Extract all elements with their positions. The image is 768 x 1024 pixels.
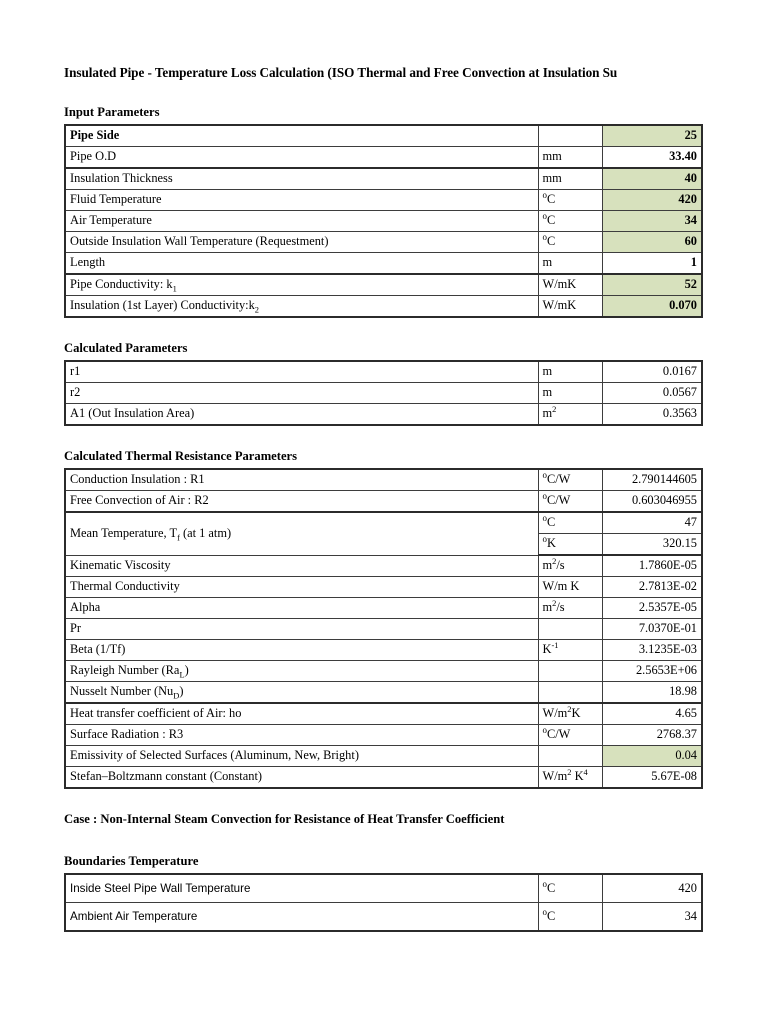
table-row bbox=[65, 168, 702, 190]
section-heading-calculated-parameters: Calculated Parameters bbox=[64, 341, 188, 355]
row-unit: $^o$C bbox=[538, 211, 602, 232]
row-unit: m bbox=[538, 361, 602, 383]
row-unit: $W/m^2K$ bbox=[538, 703, 602, 725]
table-row bbox=[65, 767, 702, 789]
section-heading-boundaries-temperature: Boundaries Temperature bbox=[64, 854, 199, 868]
row-value: 3.1235E-03 bbox=[602, 640, 702, 661]
row-unit bbox=[538, 746, 602, 767]
thermal-resistance-table bbox=[64, 468, 703, 789]
row-label: Pipe Conductivity: $k_1$ bbox=[65, 274, 538, 296]
table-row bbox=[65, 190, 702, 211]
table-row bbox=[65, 383, 702, 404]
table-row bbox=[65, 682, 702, 704]
row-value: 5.67E-08 bbox=[602, 767, 702, 789]
row-value[interactable]: 0.04 bbox=[602, 746, 702, 767]
table-row bbox=[65, 404, 702, 426]
row-label: r2 bbox=[65, 383, 538, 404]
section-heading-thermal-resistance: Calculated Thermal Resistance Parameters bbox=[64, 449, 298, 463]
row-label-mean-temperature: Mean Temperature, $T_f$ (at 1 atm) bbox=[65, 512, 538, 555]
row-value: 34 bbox=[602, 903, 702, 932]
table-row bbox=[65, 274, 702, 296]
row-label: Insulation (1st Layer) $Conductivity:k_2$ bbox=[65, 296, 538, 318]
row-value: 2.790144605 bbox=[602, 469, 702, 491]
row-unit: $^o$C bbox=[538, 874, 602, 903]
row-label: Heat transfer coefficient of Air: ho bbox=[65, 703, 538, 725]
row-label: Conduction Insulation : R1 bbox=[65, 469, 538, 491]
row-value[interactable]: 0.070 bbox=[602, 296, 702, 318]
row-label: Fluid Temperature bbox=[65, 190, 538, 211]
table-row bbox=[65, 491, 702, 513]
row-unit: $^o$C/W bbox=[538, 469, 602, 491]
row-unit: m bbox=[538, 253, 602, 275]
table-row bbox=[65, 211, 702, 232]
table-row bbox=[65, 147, 702, 169]
row-label: Free Convection of Air : R2 bbox=[65, 491, 538, 513]
row-unit: $^o$C/W bbox=[538, 491, 602, 513]
table-row bbox=[65, 703, 702, 725]
row-label: Nusselt Number $(Nu_D)$ bbox=[65, 682, 538, 704]
row-label: Beta (1/Tf) bbox=[65, 640, 538, 661]
row-value: 18.98 bbox=[602, 682, 702, 704]
row-value[interactable]: 1 bbox=[602, 253, 702, 275]
row-value: 47 bbox=[602, 512, 702, 534]
row-label: Pipe Side bbox=[65, 125, 538, 147]
row-label: A1 (Out Insulation Area) bbox=[65, 404, 538, 426]
row-label: Stefan–Boltzmann constant (Constant) bbox=[65, 767, 538, 789]
row-value: 2.5653E+06 bbox=[602, 661, 702, 682]
row-unit: $^o$C bbox=[538, 903, 602, 932]
row-value[interactable]: 34 bbox=[602, 211, 702, 232]
row-value[interactable]: 52 bbox=[602, 274, 702, 296]
row-label: Alpha bbox=[65, 598, 538, 619]
row-unit: m bbox=[538, 383, 602, 404]
input-parameters-table bbox=[64, 124, 703, 318]
row-value: 0.0567 bbox=[602, 383, 702, 404]
row-unit: W/mK bbox=[538, 296, 602, 318]
row-label: Surface Radiation : R3 bbox=[65, 725, 538, 746]
row-label: r1 bbox=[65, 361, 538, 383]
row-unit: mm bbox=[538, 147, 602, 169]
row-unit: $m^2$ bbox=[538, 404, 602, 426]
row-value: 420 bbox=[602, 874, 702, 903]
row-unit bbox=[538, 661, 602, 682]
table-row bbox=[65, 469, 702, 491]
row-value[interactable]: 33.40 bbox=[602, 147, 702, 169]
row-label: Length bbox=[65, 253, 538, 275]
table-row bbox=[65, 874, 702, 903]
boundaries-temperature-table bbox=[64, 873, 703, 932]
row-label: Ambient Air Temperature bbox=[65, 903, 538, 932]
row-value: 320.15 bbox=[602, 534, 702, 556]
row-value: 0.0167 bbox=[602, 361, 702, 383]
table-row bbox=[65, 577, 702, 598]
table-row bbox=[65, 361, 702, 383]
table-row bbox=[65, 296, 702, 318]
row-unit bbox=[538, 619, 602, 640]
row-label: Pipe O.D bbox=[65, 147, 538, 169]
row-value: 0.3563 bbox=[602, 404, 702, 426]
table-row bbox=[65, 232, 702, 253]
row-unit: $^o$K bbox=[538, 534, 602, 556]
row-unit bbox=[538, 682, 602, 704]
table-row bbox=[65, 640, 702, 661]
row-label: Thermal Conductivity bbox=[65, 577, 538, 598]
row-label: Insulation Thickness bbox=[65, 168, 538, 190]
section-heading-input-parameters: Input Parameters bbox=[64, 105, 160, 119]
row-value: 1.7860E-05 bbox=[602, 555, 702, 577]
page-title: Insulated Pipe - Temperature Loss Calculation (ISO Thermal and Free Convection at Insulation Su bbox=[64, 65, 618, 80]
row-value: 2.5357E-05 bbox=[602, 598, 702, 619]
table-row bbox=[65, 598, 702, 619]
table-row bbox=[65, 125, 702, 147]
row-value[interactable]: 60 bbox=[602, 232, 702, 253]
row-value: 4.65 bbox=[602, 703, 702, 725]
table-row bbox=[65, 253, 702, 275]
row-value: 7.0370E-01 bbox=[602, 619, 702, 640]
row-label: Pr bbox=[65, 619, 538, 640]
row-unit: $K^{-1}$ bbox=[538, 640, 602, 661]
row-unit: $^o$C bbox=[538, 512, 602, 534]
row-label: Inside Steel Pipe Wall Temperature bbox=[65, 874, 538, 903]
table-row bbox=[65, 661, 702, 682]
row-value[interactable]: 420 bbox=[602, 190, 702, 211]
row-unit: $^o$C bbox=[538, 190, 602, 211]
row-unit: $^o$C/W bbox=[538, 725, 602, 746]
row-label: Kinematic Viscosity bbox=[65, 555, 538, 577]
table-row bbox=[65, 512, 702, 534]
row-value: 2768.37 bbox=[602, 725, 702, 746]
row-unit: $m^2/s$ bbox=[538, 555, 602, 577]
row-label: Emissivity of Selected Surfaces (Aluminum, New, Bright) bbox=[65, 746, 538, 767]
row-label: Outside Insulation Wall Temperature (Requestment) bbox=[65, 232, 538, 253]
table-row bbox=[65, 746, 702, 767]
row-unit: $W/m^2$ $K^4$ bbox=[538, 767, 602, 789]
row-label: Air Temperature bbox=[65, 211, 538, 232]
row-unit bbox=[538, 125, 602, 147]
row-label: Rayleigh Number $(Ra_L)$ bbox=[65, 661, 538, 682]
row-value[interactable]: 25 bbox=[602, 125, 702, 147]
row-unit: $^o$C bbox=[538, 232, 602, 253]
calculated-parameters-table bbox=[64, 360, 703, 426]
row-value[interactable]: 40 bbox=[602, 168, 702, 190]
table-row bbox=[65, 903, 702, 932]
table-row bbox=[65, 619, 702, 640]
row-value: 0.603046955 bbox=[602, 491, 702, 513]
table-row bbox=[65, 725, 702, 746]
row-unit: $m^2/s$ bbox=[538, 598, 602, 619]
table-row bbox=[65, 555, 702, 577]
row-value: 2.7813E-02 bbox=[602, 577, 702, 598]
row-unit: W/m K bbox=[538, 577, 602, 598]
row-unit: W/mK bbox=[538, 274, 602, 296]
case-note-heading: Case : Non-Internal Steam Convection for Resistance of Heat Transfer Coefficient bbox=[64, 812, 505, 826]
row-unit: mm bbox=[538, 168, 602, 190]
